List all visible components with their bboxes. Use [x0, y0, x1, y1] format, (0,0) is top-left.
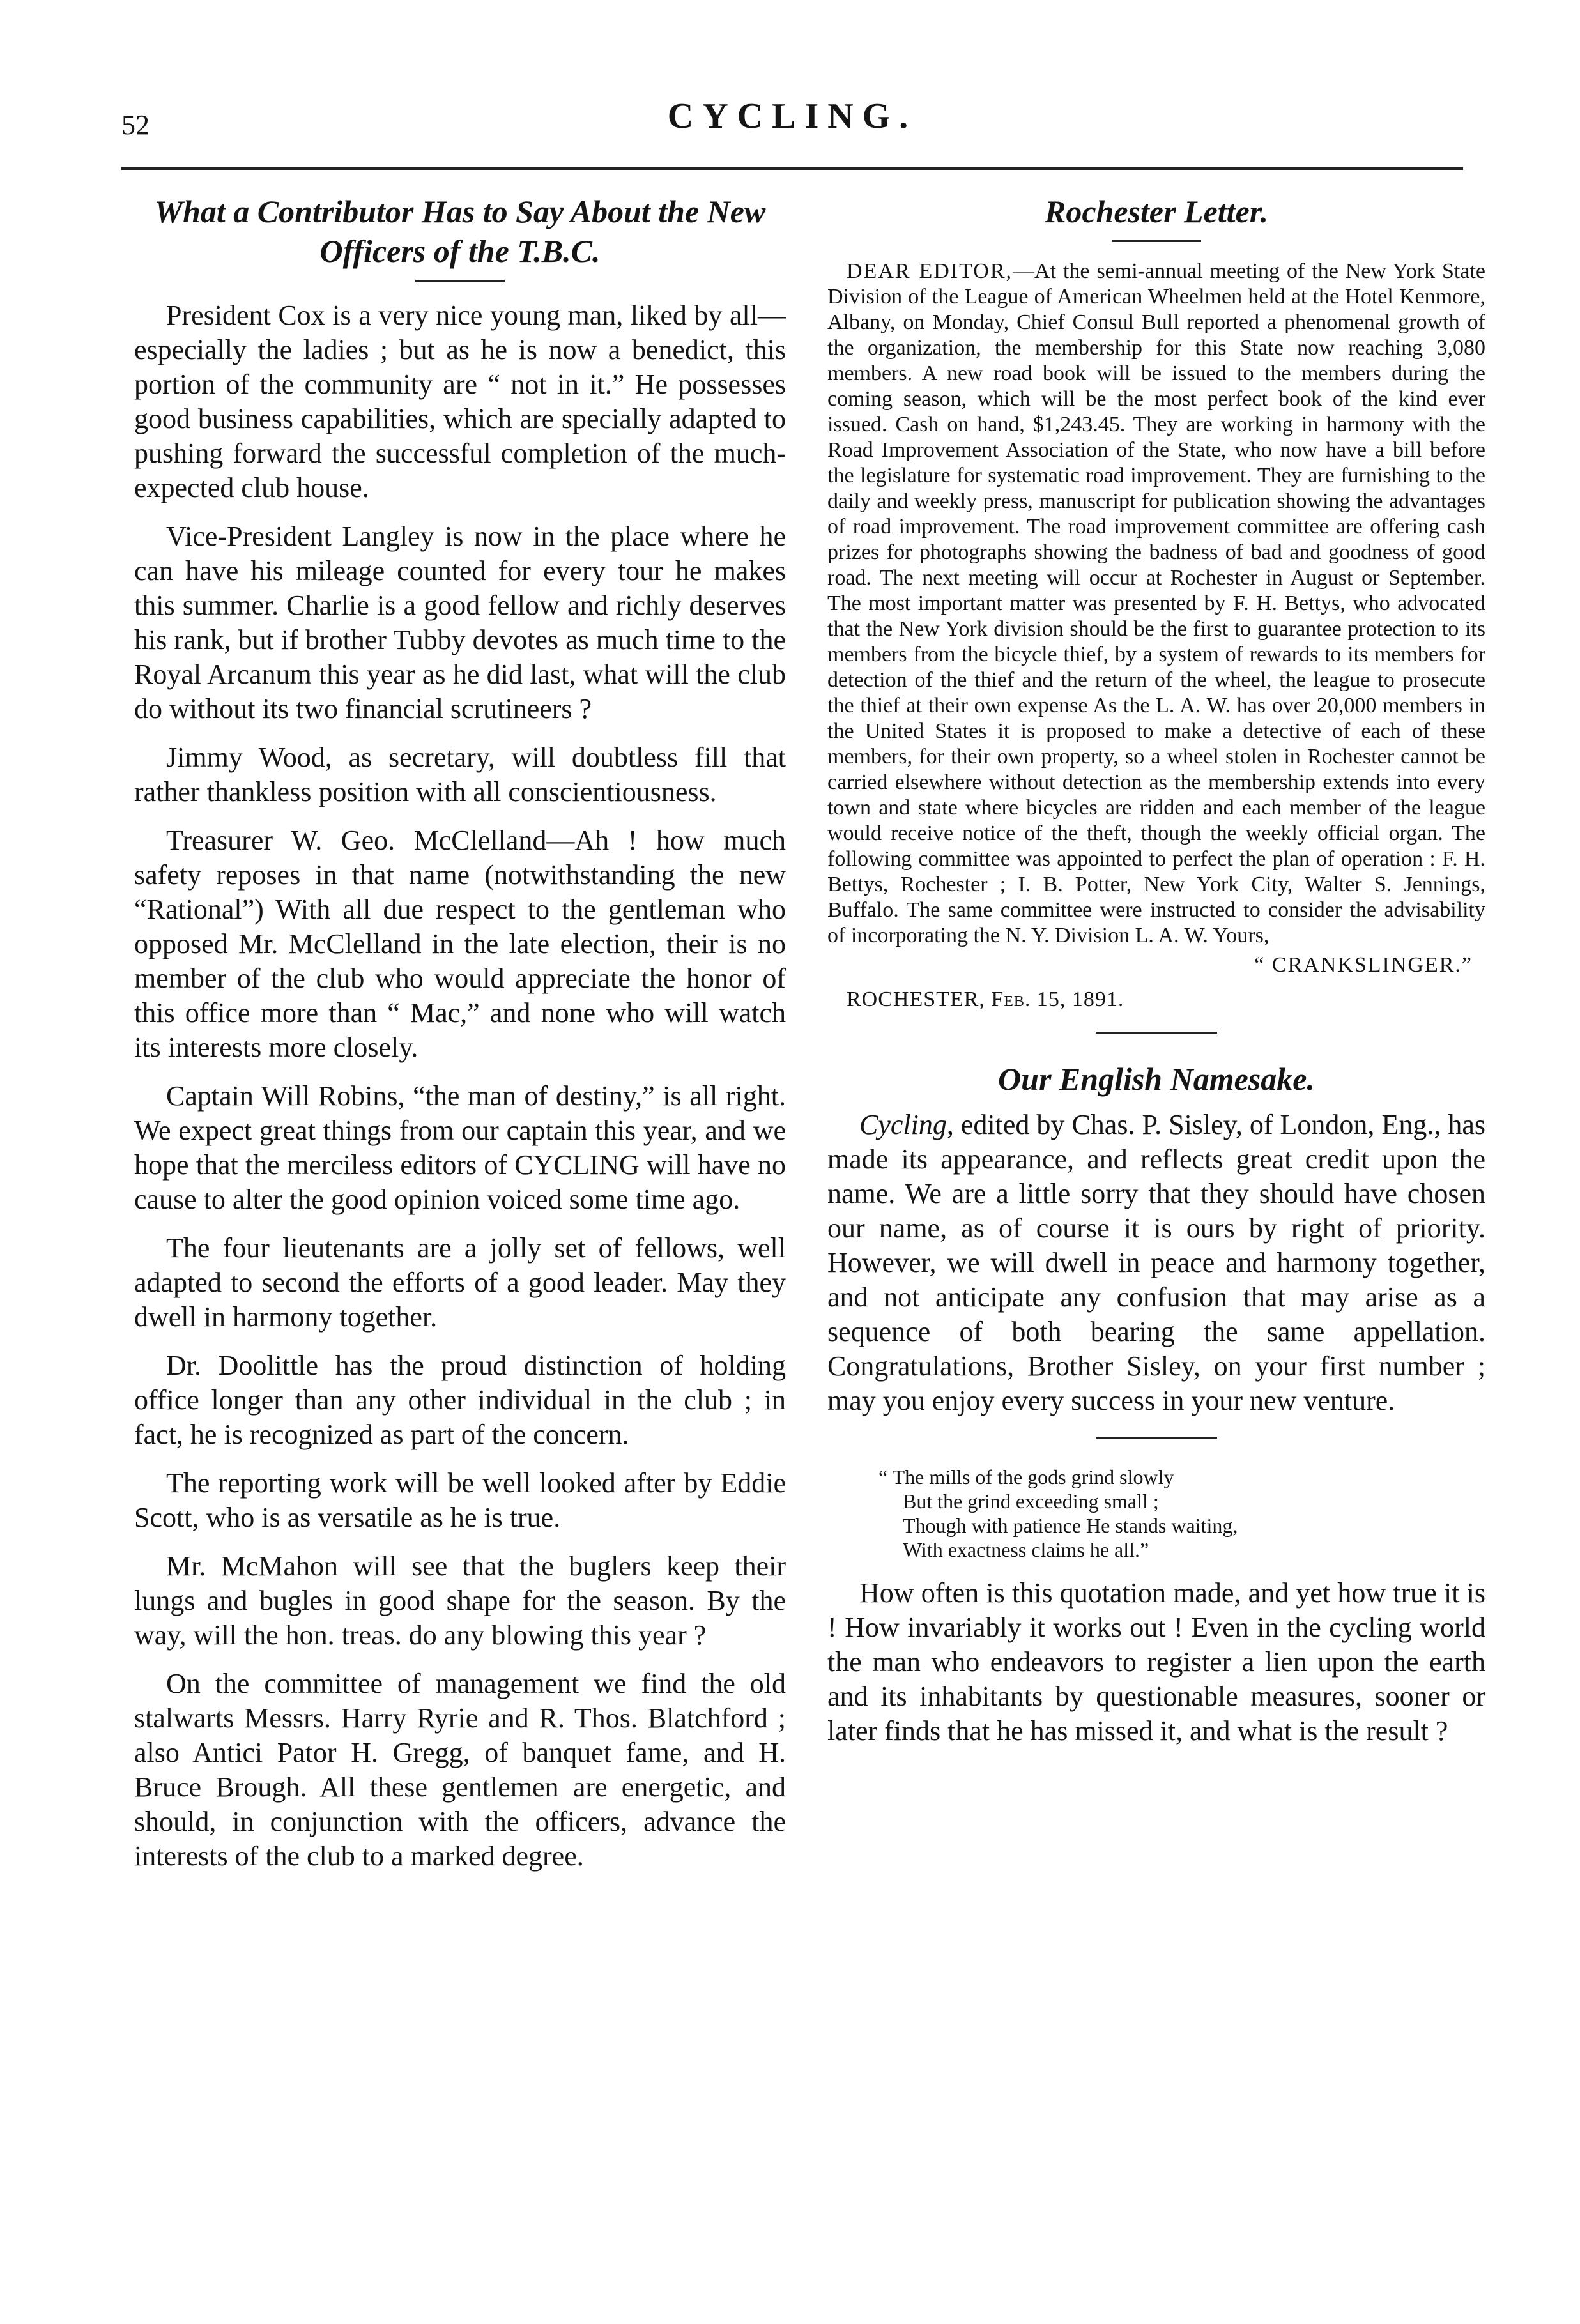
paragraph-buglers: Mr. McMahon will see that the buglers keep their lungs and bugles in good shape for the season. By the way, will the hon. treas. do any blowing this year ?: [134, 1550, 786, 1651]
commentary-paragraph: How often is this quotation made, and yet how true it is ! How invariably it works out ! Even in the cycling world the man who endeavors to register a lien upon the earth and its inhabitants by questionable measures, sooner or later finds that he has missed it, and what is the result ?: [827, 1577, 1485, 1747]
paragraph-treasurer: Treasurer W. Geo. McClelland—Ah ! how much safety reposes in that name (notwithstanding the new “Rational”) With all due respect to the gentleman who opposed Mr. McClelland in the late election, their is no member of the club who would appreciate the honor of this office more than “ Mac,” and none who will watch its interests more closely.: [134, 825, 786, 1063]
running-head: [121, 96, 1463, 153]
namesake-paragraph: [827, 1108, 1485, 1418]
page-number: 52: [121, 109, 150, 141]
paragraph-vice-president: Vice-President Langley is now in the place where he can have his mileage counted for every tour he makes this summer. Charlie is a good fellow and richly deserves his rank, but if brother Tubby devotes as much time to the Royal Arcanum this year as he did last, what will the club do without its two financial scrutineers ?: [134, 521, 786, 724]
section-divider: [1096, 1032, 1217, 1034]
verse-line: Though with patience He stands waiting,: [903, 1514, 1238, 1537]
namesake-article: [827, 1108, 1485, 1418]
letter-dateline: ROCHESTER, Feb. 15, 1891.: [847, 988, 1124, 1011]
left-column: [134, 192, 786, 1888]
verse-line: But the grind exceeding small ;: [903, 1490, 1159, 1513]
right-column: [827, 192, 1485, 1762]
masthead-title: CYCLING.: [667, 96, 917, 136]
namesake-headline: Our English Namesake.: [998, 1061, 1315, 1097]
quotation-verse: [878, 1465, 1485, 1562]
letter-signature: “ CRANKSLINGER.”: [1254, 953, 1473, 977]
paragraph-reporting: The reporting work will be well looked after by Eddie Scott, who is as versatile as he is true.: [134, 1467, 786, 1533]
header-divider: [121, 167, 1463, 170]
namesake-title-em: Cycling: [859, 1109, 947, 1140]
quotation-commentary: [827, 1576, 1485, 1748]
paragraph-lieutenants: The four lieutenants are a jolly set of fellows, well adapted to second the efforts of a good leader. May they dwell in harmony together.: [134, 1232, 786, 1333]
paragraph-committee: On the committee of management we find the old stalwarts Messrs. Harry Ryrie and R. Thos. Blatchford ; also Antici Pator H. Gregg, of banquet fame, and H. Bruce Brough. All these gentlemen are energetic, and should, in conjunction with the officers, advance the interests of the club to a marked degree.: [134, 1668, 786, 1872]
letter-body: [827, 259, 1485, 949]
letter-salutation: DEAR EDITOR,: [847, 259, 1013, 283]
rochester-headline-rule: [1112, 240, 1201, 242]
paragraph-secretary: Jimmy Wood, as secretary, will doubtless fill that rather thankless position with all conscientiousness.: [134, 742, 786, 807]
paragraph-president: President Cox is a very nice young man, liked by all—especially the ladies ; but as he is now a benedict, this portion of the community are “ not in it.” He possesses good business capabilities, which are specially adapted to pushing forward the successful completion of the much-expected club house.: [134, 300, 786, 503]
rochester-headline: Rochester Letter.: [1045, 194, 1268, 229]
paragraph-doctor: Dr. Doolittle has the proud distinction of holding office longer than any other individual in the club ; in fact, he is recognized as part of the concern.: [134, 1350, 786, 1450]
contributor-headline: What a Contributor Has to Say About the New Officers of the T.B.C.: [154, 194, 766, 269]
quotation-divider: [1096, 1437, 1217, 1439]
rochester-letter: [827, 259, 1485, 1013]
verse-line: “ The mills of the gods grind slowly: [878, 1465, 1174, 1488]
paragraph-captain: Captain Will Robins, “the man of destiny,” is all right. We expect great things from our captain this year, and we hope that the merciless editors of CYCLING will have no cause to alter the good opinion voiced some time ago.: [134, 1080, 786, 1215]
letter-text: —At the semi-annual meeting of the New York State Division of the League of American Wheelmen held at the Hotel Kenmore, Albany, on Monday, Chief Consul Bull reported a phenomenal growth of the organization, the membership for this State now reaching 3,080 members. A new road book will be issued to the members during the coming season, which will be the most perfect book of the kind ever issued. Cash on hand, $1,243.45. They are working in harmony with the Road Improvement Association of the State, who now have a bill before the legislature for systematic road improvement. They are furnishing to the daily and weekly press, manuscript for publication showing the advantages of road improvement. The road improvement committee are offering cash prizes for photographs showing the badness of bad and goodness of good road. The next meeting will occur at Rochester in August or September. The most important matter was presented by F. H. Bettys, who advocated that the New York division should be the first to guarantee protection to its members from the bicycle thief, by a system of rewards to its members for detection of the thief and the return of the wheel, the league to prosecute the thief at their own expense As the L. A. W. has over 20,000 members in the United States it is proposed to make a detective of each of these members, for their own property, so a wheel stolen in Rochester cannot be carried elsewhere without detection as the membership extends into every town and state where bicycles are ridden and each member of the league would receive notice of the theft, though the weekly official organ. The following committee was appointed to perfect the plan of operation : F. H. Bettys, Rochester ; I. B. Potter, New York City, Walter S. Jennings, Buffalo. The same committee were instructed to consider the advisability of incorporating the N. Y. Division L. A. W. Yours,: [827, 259, 1485, 947]
headline-rule: [415, 280, 505, 282]
namesake-text: , edited by Chas. P. Sisley, of London, Eng., has made its appearance, and reflects great credit upon the name. We are a little sorry that they should have chosen our name, as of course it is ours by right of priority. However, we will dwell in peace and harmony together, and not anticipate any confusion that may arise as a sequence of both bearing the same appellation. Congratulations, Brother Sisley, on your first number ; may you enjoy every success in your new venture.: [827, 1109, 1485, 1416]
verse-line: With exactness claims he all.”: [903, 1538, 1149, 1561]
